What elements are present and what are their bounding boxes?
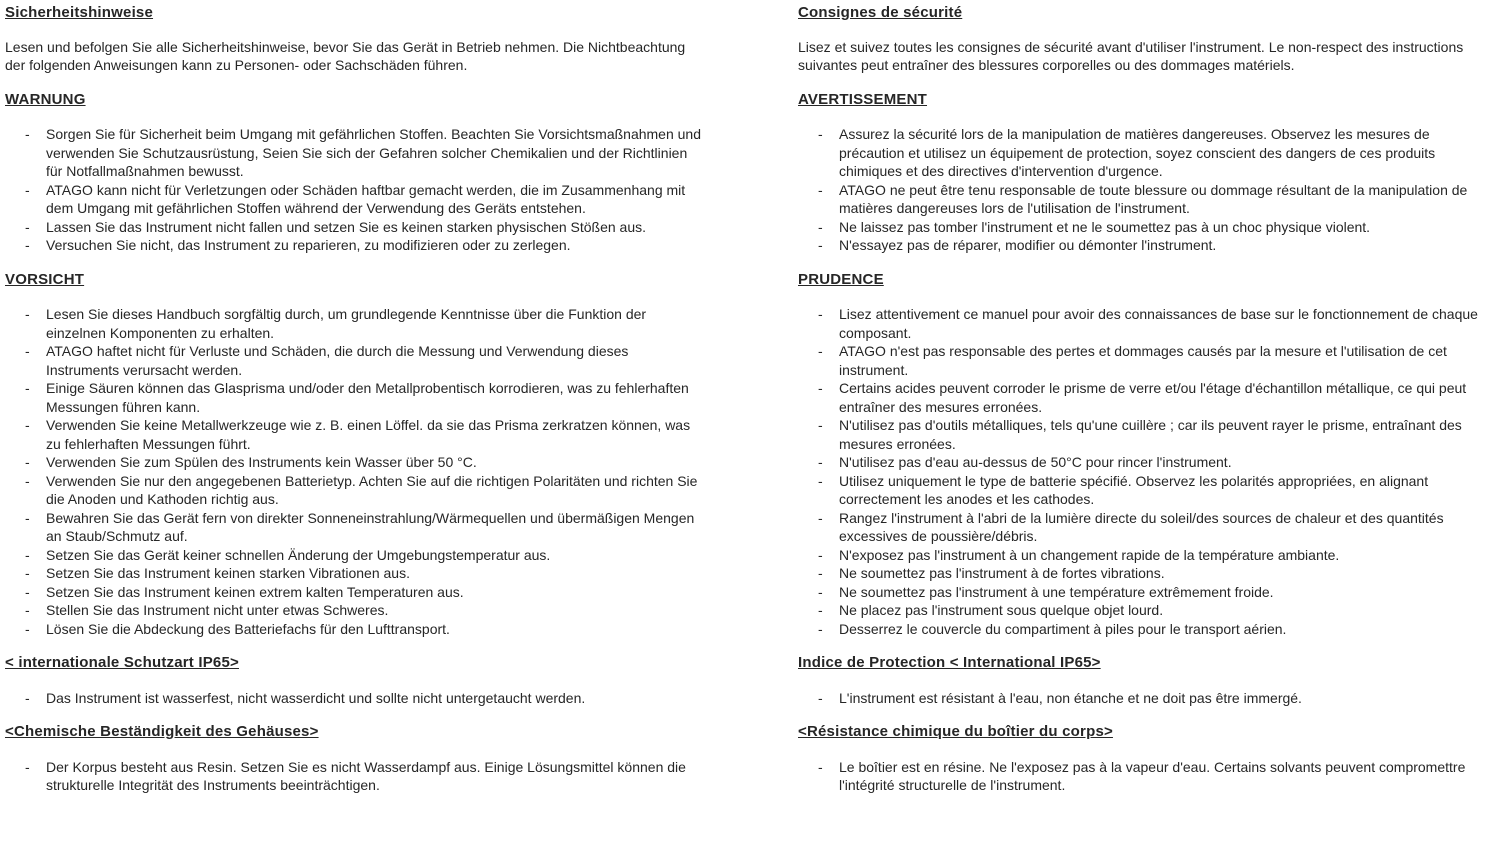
bullet-dash: - bbox=[25, 620, 30, 637]
list-item bbox=[818, 583, 1480, 602]
list-item bbox=[25, 758, 705, 795]
list-item-text: Le boîtier est en résine. Ne l'exposez pas à la vapeur d'eau. Certains solvants peuvent compromettre l'intégrité structurelle de l'instrument. bbox=[839, 758, 1466, 793]
list-item-text: Ne soumettez pas l'instrument à une température extrêmement froide. bbox=[839, 583, 1274, 600]
section-list bbox=[5, 305, 705, 638]
list-item-text: Lösen Sie die Abdeckung des Batteriefachs für den Lufttransport. bbox=[46, 620, 450, 637]
list-item bbox=[818, 689, 1480, 708]
bullet-dash: - bbox=[25, 306, 30, 322]
list-item bbox=[25, 305, 705, 342]
list-item bbox=[818, 125, 1480, 181]
list-item-text: N'exposez pas l'instrument à un changement rapide de la température ambiante. bbox=[839, 546, 1340, 563]
list-item bbox=[818, 620, 1480, 639]
list-item bbox=[818, 509, 1480, 546]
section-heading: < internationale Schutzart IP65> bbox=[5, 654, 239, 671]
bullet-dash: - bbox=[25, 454, 30, 470]
section-heading: AVERTISSEMENT bbox=[798, 90, 928, 108]
section-list bbox=[5, 125, 705, 255]
list-item-text: ATAGO kann nicht für Verletzungen oder Schäden haftbar gemacht werden, die im Zusammenhang mit dem Umgang mit gefährlichen Stoffen während der Verwendung des Geräts entstehen. bbox=[46, 181, 686, 216]
list-item bbox=[25, 583, 705, 602]
list-item bbox=[25, 218, 705, 237]
list-item bbox=[818, 305, 1480, 342]
column-german bbox=[5, 3, 705, 795]
bullet-dash: - bbox=[818, 546, 823, 563]
list-item-text: Verwenden Sie nur den angegebenen Batterietyp. Achten Sie auf die richtigen Polaritäten und richten Sie die Anoden und Kathoden richtig aus. bbox=[46, 472, 698, 507]
bullet-dash: - bbox=[818, 126, 823, 142]
list-item bbox=[25, 689, 705, 708]
list-item-text: ATAGO haftet nicht für Verluste und Schäden, die durch die Messung und Verwendung dieses Instruments verursacht werden. bbox=[46, 343, 629, 378]
list-item bbox=[818, 218, 1480, 237]
list-item-text: N'essayez pas de réparer, modifier ou démonter l'instrument. bbox=[839, 237, 1217, 253]
list-item-text: ATAGO ne peut être tenu responsable de toute blessure ou dommage résultant de la manipulation de matières dangereuses lors de l'utilisation de l'instrument. bbox=[839, 181, 1468, 216]
bullet-dash: - bbox=[818, 237, 823, 253]
list-item-text: Der Korpus besteht aus Resin. Setzen Sie es nicht Wasserdampf aus. Einige Lösungsmittel können die strukturelle Integrität des Instruments beeinträchtigen. bbox=[46, 758, 686, 793]
section-list bbox=[5, 758, 705, 795]
list-item-text: Assurez la sécurité lors de la manipulation de matières dangereuses. Observez les mesures de précaution et utilisez un équipement de protection, soyez conscient des dangers de ces produits chimiques et des directives d'intervention d'urgence. bbox=[839, 126, 1436, 179]
list-item-text: Einige Säuren können das Glasprisma und/oder den Metallprobentisch korrodieren, was zu fehlerhaften Messungen führen kann. bbox=[46, 380, 689, 415]
bullet-dash: - bbox=[25, 417, 30, 433]
section-heading: <Résistance chimique du boîtier du corps> bbox=[798, 723, 1113, 740]
bullet-dash: - bbox=[25, 472, 30, 489]
list-item-text: Rangez l'instrument à l'abri de la lumière directe du soleil/des sources de chaleur et des quantités excessives de poussière/débris. bbox=[839, 509, 1444, 544]
bullet-dash: - bbox=[818, 583, 823, 600]
bullet-dash: - bbox=[25, 237, 30, 253]
list-item bbox=[25, 509, 705, 546]
section-list bbox=[798, 758, 1480, 795]
section-heading: Indice de Protection < International IP65> bbox=[798, 654, 1101, 671]
list-item bbox=[818, 181, 1480, 218]
list-item-text: Lesen Sie dieses Handbuch sorgfältig durch, um grundlegende Kenntnisse über die Funktion der einzelnen Komponenten zu erhalten. bbox=[46, 306, 647, 341]
list-item bbox=[818, 601, 1480, 620]
section-heading: PRUDENCE bbox=[798, 270, 884, 288]
column-french bbox=[798, 3, 1480, 795]
list-item bbox=[25, 620, 705, 639]
bullet-dash: - bbox=[25, 546, 30, 563]
list-item bbox=[25, 472, 705, 509]
bullet-dash: - bbox=[818, 602, 823, 618]
section-list bbox=[798, 305, 1480, 638]
column-title-row bbox=[798, 3, 1480, 22]
column-intro: Lisez et suivez toutes les consignes de sécurité avant d'utiliser l'instrument. Le non-respect des instructions suivantes peut entraîner des blessures corporelles ou des dommages matériels. bbox=[798, 38, 1464, 73]
bullet-dash: - bbox=[25, 758, 30, 775]
list-item-text: Setzen Sie das Instrument keinen starken Vibrationen aus. bbox=[46, 565, 410, 581]
bullet-dash: - bbox=[818, 454, 823, 470]
bullet-dash: - bbox=[25, 181, 30, 198]
bullet-dash: - bbox=[818, 472, 823, 489]
bullet-dash: - bbox=[818, 218, 823, 235]
list-item-text: Lassen Sie das Instrument nicht fallen und setzen Sie es keinen starken physischen Stößen aus. bbox=[46, 218, 647, 235]
bullet-dash: - bbox=[25, 343, 30, 359]
bullet-dash: - bbox=[25, 583, 30, 600]
list-item bbox=[25, 564, 705, 583]
bullet-dash: - bbox=[818, 620, 823, 637]
list-item bbox=[818, 546, 1480, 565]
list-item-text: Versuchen Sie nicht, das Instrument zu reparieren, zu modifizieren oder zu zerlegen. bbox=[46, 237, 571, 253]
list-item bbox=[25, 125, 705, 181]
column-title-row bbox=[5, 3, 705, 22]
section-list bbox=[798, 689, 1480, 708]
list-item bbox=[25, 416, 705, 453]
list-item-text: Sorgen Sie für Sicherheit beim Umgang mit gefährlichen Stoffen. Beachten Sie Vorsichtsmaßnahmen und verwenden Sie Schutzausrüstung, Seien Sie sich der Gefahren solcher Chemikalien und der Richtlinien für Notfallmaßnahmen bewusst. bbox=[46, 126, 701, 179]
list-item-text: Ne laissez pas tomber l'instrument et ne le soumettez pas à un choc physique violent. bbox=[839, 218, 1371, 235]
list-item-text: Utilisez uniquement le type de batterie spécifié. Observez les polarités appropriées, en alignant correctement les anodes et les cathodes. bbox=[839, 472, 1429, 507]
bullet-dash: - bbox=[818, 380, 823, 396]
list-item-text: Bewahren Sie das Gerät fern von direkter Sonneneinstrahlung/Wärmequellen und übermäßigen Mengen an Staub/Schmutz auf. bbox=[46, 509, 695, 544]
section-heading: VORSICHT bbox=[5, 270, 85, 288]
list-item-text: Verwenden Sie keine Metallwerkzeuge wie z. B. einen Löffel. da sie das Prisma zerkratzen können, was zu fehlerhaften Messungen führt. bbox=[46, 417, 691, 452]
section-heading: WARNUNG bbox=[5, 90, 86, 108]
list-item bbox=[818, 758, 1480, 795]
list-item bbox=[25, 342, 705, 379]
list-item bbox=[25, 601, 705, 620]
list-item-text: Verwenden Sie zum Spülen des Instruments kein Wasser über 50 °C. bbox=[46, 454, 477, 470]
bullet-dash: - bbox=[25, 509, 30, 526]
list-item-text: Das Instrument ist wasserfest, nicht wasserdicht und sollte nicht untergetaucht werden. bbox=[46, 689, 586, 706]
list-item-text: Ne placez pas l'instrument sous quelque objet lourd. bbox=[839, 602, 1164, 618]
column-title: Sicherheitshinweise bbox=[5, 4, 154, 21]
list-item bbox=[818, 472, 1480, 509]
bullet-dash: - bbox=[818, 565, 823, 581]
list-item bbox=[818, 236, 1480, 255]
bullet-dash: - bbox=[818, 758, 823, 775]
column-intro: Lesen und befolgen Sie alle Sicherheitshinweise, bevor Sie das Gerät in Betrieb nehmen. Die Nichtbeachtung der folgenden Anweisungen kann zu Personen- oder Sachschäden führen. bbox=[5, 38, 686, 73]
list-item bbox=[818, 564, 1480, 583]
list-item bbox=[25, 453, 705, 472]
list-item-text: Stellen Sie das Instrument nicht unter etwas Schweres. bbox=[46, 602, 389, 618]
list-item-text: L'instrument est résistant à l'eau, non étanche et ne doit pas être immergé. bbox=[839, 689, 1302, 706]
bullet-dash: - bbox=[818, 306, 823, 322]
section-list bbox=[5, 689, 705, 708]
list-item bbox=[25, 236, 705, 255]
list-item-text: Desserrez le couvercle du compartiment à piles pour le transport aérien. bbox=[839, 620, 1287, 637]
bullet-dash: - bbox=[818, 343, 823, 359]
section-heading: <Chemische Beständigkeit des Gehäuses> bbox=[5, 723, 319, 740]
section-list bbox=[798, 125, 1480, 255]
list-item-text: Ne soumettez pas l'instrument à de fortes vibrations. bbox=[839, 565, 1165, 581]
list-item-text: N'utilisez pas d'outils métalliques, tels qu'une cuillère ; car ils peuvent rayer le prisme, entraînant des mesures erronées. bbox=[839, 417, 1462, 452]
bullet-dash: - bbox=[818, 509, 823, 526]
list-item bbox=[818, 342, 1480, 379]
bullet-dash: - bbox=[25, 218, 30, 235]
column-title: Consignes de sécurité bbox=[798, 4, 963, 21]
list-item bbox=[25, 181, 705, 218]
list-item-text: ATAGO n'est pas responsable des pertes et dommages causés par la mesure et l'utilisation de cet instrument. bbox=[839, 343, 1447, 378]
list-item-text: Lisez attentivement ce manuel pour avoir des connaissances de base sur le fonctionnement de chaque composant. bbox=[839, 306, 1478, 341]
list-item-text: Certains acides peuvent corroder le prisme de verre et/ou l'étage d'échantillon métallique, ce qui peut entraîner des mesures erronées. bbox=[839, 380, 1467, 415]
bullet-dash: - bbox=[818, 689, 823, 706]
list-item-text: Setzen Sie das Gerät keiner schnellen Änderung der Umgebungstemperatur aus. bbox=[46, 546, 551, 563]
list-item bbox=[818, 453, 1480, 472]
bullet-dash: - bbox=[25, 380, 30, 396]
bullet-dash: - bbox=[25, 602, 30, 618]
list-item-text: N'utilisez pas d'eau au-dessus de 50°C pour rincer l'instrument. bbox=[839, 454, 1232, 470]
bullet-dash: - bbox=[25, 126, 30, 142]
list-item-text: Setzen Sie das Instrument keinen extrem kalten Temperaturen aus. bbox=[46, 583, 464, 600]
list-item bbox=[818, 379, 1480, 416]
bullet-dash: - bbox=[25, 689, 30, 706]
bullet-dash: - bbox=[818, 181, 823, 198]
list-item bbox=[25, 379, 705, 416]
bullet-dash: - bbox=[818, 417, 823, 433]
list-item bbox=[818, 416, 1480, 453]
list-item bbox=[25, 546, 705, 565]
bullet-dash: - bbox=[25, 565, 30, 581]
